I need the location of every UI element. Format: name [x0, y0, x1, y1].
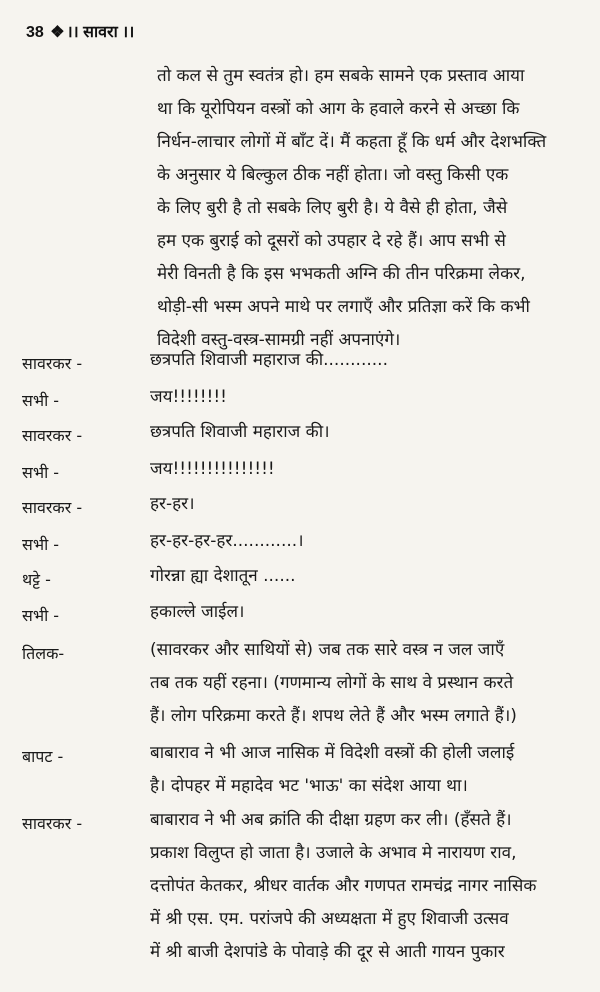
running-title: ।। सावरा ।।	[66, 24, 135, 41]
speaker-label: सावरकर -	[22, 814, 83, 833]
text-line: छत्रपति शिवाजी महाराज की।	[150, 422, 330, 442]
text-line: में श्री बाजी देशपांडे के पोवाड़े की दूर से आती गायन पुकार	[150, 942, 505, 962]
ornament-icon: ❖	[50, 24, 65, 41]
text-line: हर-हर।	[150, 494, 195, 514]
text-line: गोरन्ना ह्या देशातून ......	[150, 566, 296, 586]
text-line: के लिए बुरी है तो सबके लिए बुरी है। ये वैसे ही होता, जैसे	[157, 198, 508, 218]
speaker-label: सावरकर -	[22, 354, 83, 373]
speaker-label: थट्टे -	[22, 570, 51, 589]
text-line: हर-हर-हर-हर............।	[150, 531, 304, 551]
text-line: बाबाराव ने भी अब क्रांति की दीक्षा ग्रहण कर ली। (हँसते हैं।	[150, 810, 512, 830]
text-line: बाबाराव ने भी आज नासिक में विदेशी वस्त्रों की होली जलाई	[150, 743, 515, 763]
speaker-label: सभी -	[22, 463, 60, 482]
text-line: जय!!!!!!!!	[150, 387, 227, 407]
page-header	[26, 20, 134, 42]
text-line: मेरी विनती है कि इस भभकती अग्नि की तीन परिक्रमा लेकर,	[157, 264, 526, 284]
speech-text	[150, 560, 582, 593]
text-line: दत्तोपंत केतकर, श्रीधर वार्तक और गणपत रामचंद्र नागर नासिक	[150, 876, 537, 896]
text-line: विदेशी वस्तु-वस्त्र-सामग्री नहीं अपनाएंगे।	[157, 330, 401, 350]
speech-text	[150, 453, 582, 486]
text-line: है। दोपहर में महादेव भट 'भाऊ' का संदेश आया था।	[150, 776, 468, 796]
speech-text	[150, 737, 582, 803]
speaker-label: सभी -	[22, 535, 60, 554]
text-line: थोड़ी-सी भस्म अपने माथे पर लगाएँ और प्रतिज्ञा करें कि कभी	[157, 297, 530, 317]
speech-text	[150, 804, 582, 969]
speech-text	[150, 596, 582, 629]
text-line: (सावरकर और साथियों से) जब तक सारे वस्त्र न जल जाएँ	[150, 640, 505, 660]
speech-text	[150, 634, 582, 733]
speech-text	[150, 416, 582, 449]
text-line: तो कल से तुम स्वतंत्र हो। हम सबके सामने एक प्रस्ताव आया	[157, 66, 525, 86]
text-line: छत्रपति शिवाजी महाराज की............	[150, 350, 388, 370]
text-line: में श्री एस. एम. परांजपे की अध्यक्षता में हुए शिवाजी उत्सव	[150, 909, 509, 929]
page-number: 38	[26, 24, 44, 41]
text-line: निर्धन-लाचार लोगों में बाँट दें। मैं कहता हूँ कि धर्म और देशभक्ति	[157, 132, 547, 152]
speaker-label: तिलक-	[22, 644, 65, 663]
text-line: जय!!!!!!!!!!!!!!!	[150, 459, 275, 479]
text-line: तब तक यहीं रहना। (गणमान्य लोगों के साथ वे प्रस्थान करते	[150, 673, 514, 693]
text-line: हैं। लोग परिक्रमा करते हैं। शपथ लेते हैं और भस्म लगाते हैं।)	[150, 706, 517, 726]
speaker-label: सावरकर -	[22, 498, 83, 517]
text-line: हम एक बुराई को दूसरों को उपहार दे रहे हैं। आप सभी से	[157, 231, 506, 251]
speech-text	[150, 381, 582, 414]
text-line: के अनुसार ये बिल्कुल ठीक नहीं होता। जो वस्तु किसी एक	[157, 165, 509, 185]
speech-text	[150, 344, 582, 377]
text-line: प्रकाश विलुप्त हो जाता है। उजाले के अभाव मे नारायण राव,	[150, 843, 517, 863]
text-line: हकाल्ले जाईल।	[150, 602, 245, 622]
speaker-label: सभी -	[22, 606, 60, 625]
speaker-label: बापट -	[22, 747, 64, 766]
speaker-label: सभी -	[22, 391, 60, 410]
speech-text	[150, 488, 582, 521]
text-line: था कि यूरोपियन वस्त्रों को आग के हवाले करने से अच्छा कि	[157, 99, 520, 119]
speaker-label: सावरकर -	[22, 426, 83, 445]
speech-text	[150, 525, 582, 558]
intro-paragraph	[157, 60, 577, 357]
